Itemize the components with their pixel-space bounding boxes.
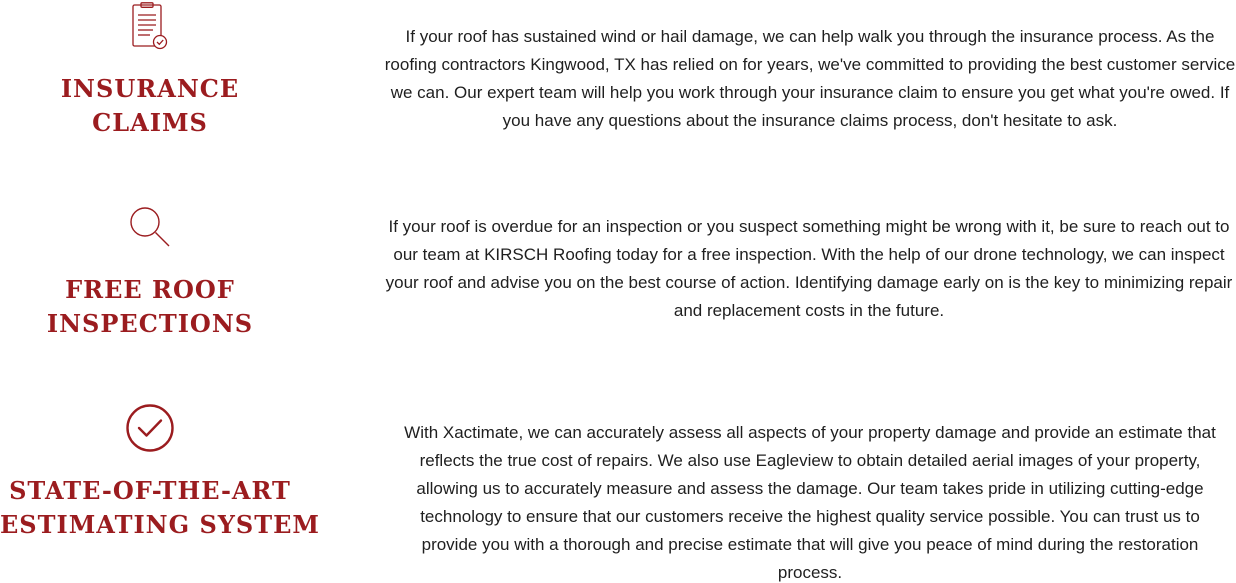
service-title-line2: ESTIMATING SYSTEM — [0, 509, 320, 539]
service-title-line1: FREE ROOF — [65, 275, 235, 304]
check-circle-icon — [125, 403, 175, 453]
service-description: With Xactimate, we can accurately assess all aspects of your property damage and provide an estimate that reflects the true cost of repairs. We also use Eagleview to obtain detailed aerial images of your property, allowing us to accurately measure and assess the damage. Our team takes pride in utilizing cutting-edge technology to ensure that our customers receive the highest quality service possible. You can trust us to provide you with a thorough and precise estimate that will give you peace of mind during the restoration process. — [404, 423, 1216, 582]
service-description: If your roof has sustained wind or hail damage, we can help walk you through the insurance process. As the roofing contractors Kingwood, TX has relied on for years, we've committed to providing the best customer service we can. Our expert team will help you work through your insurance claim to ensure you get what you're owed. If you have any questions about the insurance claims process, don't hesitate to ask. — [384, 27, 1236, 130]
service-description: If your roof is overdue for an inspection or you suspect something might be wrong with it, be sure to reach out to our team at KIRSCH Roofing today for a free inspection. With the help of our drone technology, we can inspect your roof and advise you on the best course of action. Identifying damage early on is the key to minimizing repair and replacement costs in the future. — [385, 217, 1233, 320]
service-title-line2: CLAIMS — [92, 107, 208, 137]
service-title-line1: STATE-OF-THE-ART — [9, 476, 291, 505]
service-title-line2: INSPECTIONS — [46, 308, 254, 338]
service-title — [0, 474, 320, 541]
service-title-line1: INSURANCE — [60, 74, 240, 103]
